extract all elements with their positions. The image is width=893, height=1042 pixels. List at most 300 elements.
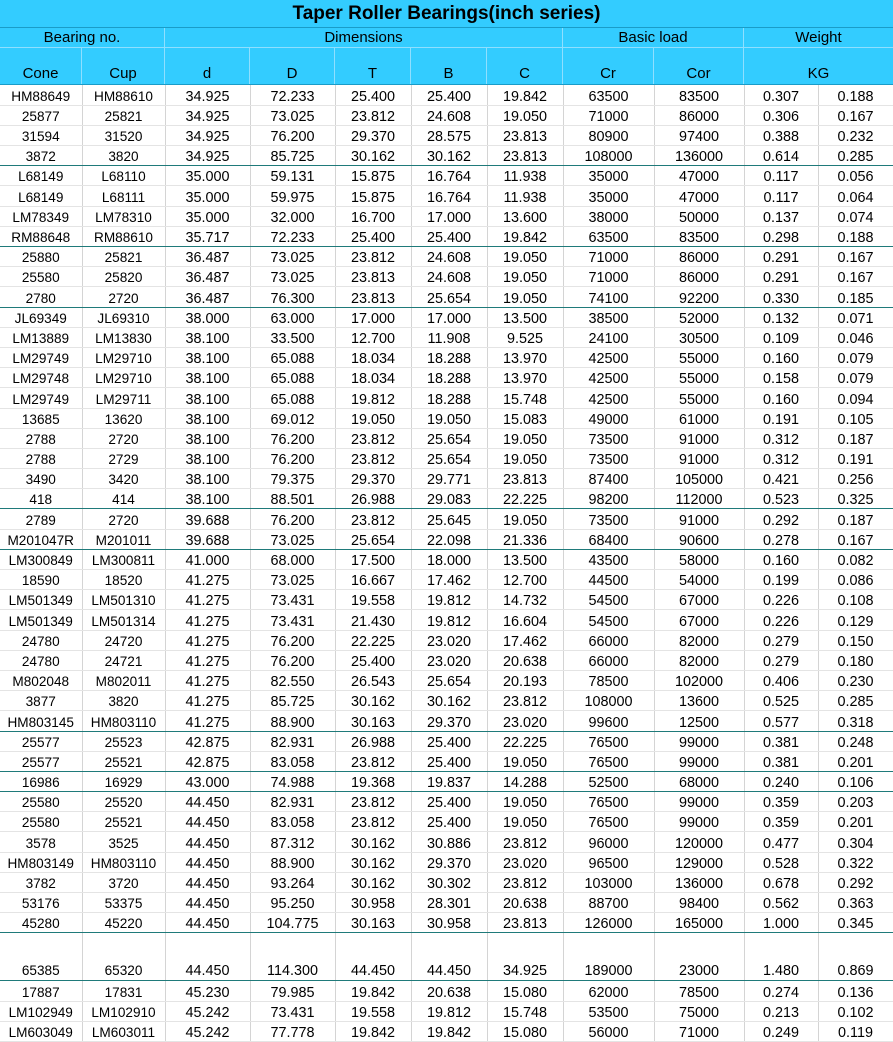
cell-kg-a: 0.421 [744, 469, 818, 489]
cell-B: 18.000 [411, 549, 487, 569]
cell-cup: 3720 [82, 872, 165, 892]
cell-C: 22.225 [487, 489, 563, 509]
cell-C: 23.020 [487, 711, 563, 731]
cell-kg-a: 0.160 [744, 549, 818, 569]
cell-Cr: 54500 [563, 610, 654, 630]
cell-B: 25.400 [411, 751, 487, 771]
cell-B: 18.288 [411, 347, 487, 367]
cell-kg-b: 0.304 [818, 832, 893, 852]
cell-kg-a: 0.577 [744, 711, 818, 731]
cell-Cr: 68400 [563, 529, 654, 549]
cell-Cor: 67000 [654, 610, 744, 630]
cell-d: 45.242 [165, 1001, 250, 1021]
cell-cup: 24720 [82, 630, 165, 650]
cell-kg-a: 0.381 [744, 731, 818, 751]
cell-B: 29.370 [411, 711, 487, 731]
cell-d: 34.925 [165, 85, 250, 105]
cell-cone: 2789 [0, 509, 82, 529]
table-row [0, 85, 893, 105]
cell-T: 30.162 [335, 852, 411, 872]
cell-D: 77.778 [250, 1021, 335, 1041]
table-row [0, 327, 893, 347]
cell-kg-a: 0.312 [744, 428, 818, 448]
table-row [0, 981, 893, 1001]
cell-B: 30.886 [411, 832, 487, 852]
cell-C: 34.925 [487, 933, 563, 981]
cell-D: 79.375 [250, 469, 335, 489]
cell-kg-a: 0.406 [744, 670, 818, 690]
cell-Cor: 78500 [654, 981, 744, 1001]
cell-B: 24.608 [411, 247, 487, 267]
cell-D: 93.264 [250, 872, 335, 892]
cell-B: 25.645 [411, 509, 487, 529]
cell-D: 73.431 [250, 590, 335, 610]
cell-cup: HM803110 [82, 711, 165, 731]
cell-d: 38.100 [165, 368, 250, 388]
cell-D: 65.088 [250, 388, 335, 408]
cell-cone: 25580 [0, 792, 82, 812]
cell-cup: 3820 [82, 146, 165, 166]
cell-cup: 2720 [82, 287, 165, 307]
cell-Cor: 136000 [654, 146, 744, 166]
cell-d: 38.100 [165, 388, 250, 408]
table-row [0, 186, 893, 206]
cell-kg-a: 0.279 [744, 630, 818, 650]
cell-d: 45.242 [165, 1021, 250, 1041]
cell-B: 30.302 [411, 872, 487, 892]
cell-d: 39.688 [165, 509, 250, 529]
header-T: T [335, 48, 411, 84]
cell-cup: LM29710 [82, 347, 165, 367]
cell-T: 23.812 [335, 751, 411, 771]
cell-Cr: 73500 [563, 509, 654, 529]
cell-B: 25.400 [411, 812, 487, 832]
cell-kg-a: 0.213 [744, 1001, 818, 1021]
cell-T: 15.875 [335, 166, 411, 186]
cell-B: 25.654 [411, 670, 487, 690]
table-row [0, 489, 893, 509]
cell-kg-b: 0.079 [818, 368, 893, 388]
cell-kg-a: 0.132 [744, 307, 818, 327]
table-row [0, 307, 893, 327]
cell-d: 45.230 [165, 981, 250, 1001]
cell-kg-b: 0.230 [818, 670, 893, 690]
cell-T: 17.500 [335, 549, 411, 569]
cell-kg-b: 0.188 [818, 85, 893, 105]
cell-Cor: 23000 [654, 933, 744, 981]
cell-B: 25.654 [411, 428, 487, 448]
table-row [0, 852, 893, 872]
cell-D: 88.900 [250, 852, 335, 872]
cell-C: 19.050 [487, 792, 563, 812]
table-row [0, 105, 893, 125]
table-row [0, 711, 893, 731]
cell-C: 22.225 [487, 731, 563, 751]
cell-C: 15.080 [487, 981, 563, 1001]
cell-Cr: 71000 [563, 105, 654, 125]
cell-d: 38.100 [165, 408, 250, 428]
header-C: C [487, 48, 563, 84]
cell-D: 79.985 [250, 981, 335, 1001]
cell-cup: 18520 [82, 570, 165, 590]
cell-Cor: 86000 [654, 247, 744, 267]
cell-kg-b: 0.191 [818, 448, 893, 468]
cell-kg-b: 0.074 [818, 206, 893, 226]
header-d: d [165, 48, 250, 84]
cell-kg-a: 0.388 [744, 125, 818, 145]
cell-Cor: 99000 [654, 792, 744, 812]
cell-d: 44.450 [165, 852, 250, 872]
cell-kg-b: 0.167 [818, 529, 893, 549]
cell-kg-b: 0.188 [818, 226, 893, 246]
cell-T: 30.958 [335, 893, 411, 913]
cell-Cor: 54000 [654, 570, 744, 590]
cell-kg-a: 0.158 [744, 368, 818, 388]
cell-cone: 25577 [0, 751, 82, 771]
cell-T: 23.812 [335, 509, 411, 529]
cell-T: 29.370 [335, 469, 411, 489]
cell-d: 44.450 [165, 893, 250, 913]
cell-B: 17.462 [411, 570, 487, 590]
cell-C: 23.812 [487, 832, 563, 852]
cell-D: 88.900 [250, 711, 335, 731]
cell-d: 38.000 [165, 307, 250, 327]
table-row [0, 206, 893, 226]
cell-Cor: 98400 [654, 893, 744, 913]
cell-B: 19.812 [411, 1001, 487, 1021]
cell-cup: L68110 [82, 166, 165, 186]
cell-d: 44.450 [165, 812, 250, 832]
cell-kg-b: 0.167 [818, 105, 893, 125]
cell-C: 13.500 [487, 549, 563, 569]
cell-cone: 45280 [0, 913, 82, 933]
cell-Cr: 63500 [563, 226, 654, 246]
cell-T: 12.700 [335, 327, 411, 347]
cell-T: 25.654 [335, 529, 411, 549]
cell-C: 23.812 [487, 691, 563, 711]
cell-T: 16.700 [335, 206, 411, 226]
cell-Cr: 53500 [563, 1001, 654, 1021]
cell-D: 74.988 [250, 771, 335, 791]
cell-D: 87.312 [250, 832, 335, 852]
cell-kg-a: 0.240 [744, 771, 818, 791]
cell-cone: 16986 [0, 771, 82, 791]
table-row [0, 549, 893, 569]
cell-d: 35.000 [165, 186, 250, 206]
cell-cup: 2729 [82, 448, 165, 468]
cell-kg-b: 0.105 [818, 408, 893, 428]
cell-cone: LM603049 [0, 1021, 82, 1041]
cell-kg-b: 0.285 [818, 146, 893, 166]
cell-cup: LM603011 [82, 1021, 165, 1041]
cell-T: 19.842 [335, 981, 411, 1001]
cell-kg-a: 0.226 [744, 610, 818, 630]
cell-kg-a: 0.160 [744, 388, 818, 408]
cell-Cor: 75000 [654, 1001, 744, 1021]
cell-kg-a: 0.226 [744, 590, 818, 610]
cell-T: 30.163 [335, 913, 411, 933]
cell-Cor: 12500 [654, 711, 744, 731]
cell-B: 30.162 [411, 691, 487, 711]
cell-Cr: 99600 [563, 711, 654, 731]
cell-D: 33.500 [250, 327, 335, 347]
cell-cone: LM501349 [0, 610, 82, 630]
cell-Cor: 82000 [654, 630, 744, 650]
cell-kg-b: 0.071 [818, 307, 893, 327]
cell-Cr: 38500 [563, 307, 654, 327]
cell-cone: 31594 [0, 125, 82, 145]
cell-Cor: 61000 [654, 408, 744, 428]
cell-C: 19.050 [487, 428, 563, 448]
cell-D: 95.250 [250, 893, 335, 913]
sheet-title: Taper Roller Bearings(inch series) [0, 0, 893, 28]
cell-kg-b: 0.082 [818, 549, 893, 569]
cell-Cor: 90600 [654, 529, 744, 549]
cell-B: 29.370 [411, 852, 487, 872]
cell-Cr: 42500 [563, 368, 654, 388]
cell-kg-a: 0.160 [744, 347, 818, 367]
cell-cup: LM102910 [82, 1001, 165, 1021]
cell-kg-b: 0.248 [818, 731, 893, 751]
cell-Cor: 50000 [654, 206, 744, 226]
cell-B: 25.400 [411, 85, 487, 105]
cell-D: 73.025 [250, 247, 335, 267]
cell-cone: 25580 [0, 812, 82, 832]
cell-kg-b: 0.325 [818, 489, 893, 509]
cell-Cr: 103000 [563, 872, 654, 892]
cell-cup: M802011 [82, 670, 165, 690]
cell-T: 30.162 [335, 691, 411, 711]
cell-B: 18.288 [411, 388, 487, 408]
cell-cup: 13620 [82, 408, 165, 428]
cell-T: 23.812 [335, 448, 411, 468]
cell-T: 25.400 [335, 85, 411, 105]
table-row [0, 570, 893, 590]
table-row [0, 448, 893, 468]
cell-B: 17.000 [411, 307, 487, 327]
cell-kg-b: 0.094 [818, 388, 893, 408]
cell-B: 16.764 [411, 166, 487, 186]
cell-D: 63.000 [250, 307, 335, 327]
cell-D: 68.000 [250, 549, 335, 569]
cell-d: 36.487 [165, 287, 250, 307]
cell-Cor: 55000 [654, 368, 744, 388]
cell-kg-b: 0.167 [818, 247, 893, 267]
cell-kg-a: 0.477 [744, 832, 818, 852]
cell-T: 23.812 [335, 247, 411, 267]
cell-cup: M201011 [82, 529, 165, 549]
cell-Cr: 54500 [563, 590, 654, 610]
cell-kg-b: 0.232 [818, 125, 893, 145]
cell-cone: 24780 [0, 650, 82, 670]
cell-kg-a: 1.480 [744, 933, 818, 981]
cell-C: 19.842 [487, 85, 563, 105]
cell-cup: L68111 [82, 186, 165, 206]
cell-C: 13.970 [487, 347, 563, 367]
cell-T: 18.034 [335, 368, 411, 388]
cell-B: 19.812 [411, 610, 487, 630]
cell-Cr: 35000 [563, 166, 654, 186]
cell-C: 19.050 [487, 812, 563, 832]
cell-T: 17.000 [335, 307, 411, 327]
cell-D: 104.775 [250, 913, 335, 933]
cell-kg-b: 0.180 [818, 650, 893, 670]
cell-d: 38.100 [165, 347, 250, 367]
cell-B: 23.020 [411, 650, 487, 670]
cell-d: 41.275 [165, 650, 250, 670]
cell-cup: LM501314 [82, 610, 165, 630]
cell-T: 19.558 [335, 1001, 411, 1021]
cell-C: 15.080 [487, 1021, 563, 1041]
cell-cup: 2720 [82, 428, 165, 448]
cell-kg-a: 0.137 [744, 206, 818, 226]
cell-kg-a: 0.614 [744, 146, 818, 166]
cell-C: 15.748 [487, 388, 563, 408]
cell-T: 23.812 [335, 428, 411, 448]
cell-C: 19.050 [487, 247, 563, 267]
cell-kg-b: 0.201 [818, 751, 893, 771]
cell-cup: 25520 [82, 792, 165, 812]
cell-B: 25.400 [411, 226, 487, 246]
table-row [0, 368, 893, 388]
cell-T: 22.225 [335, 630, 411, 650]
cell-D: 72.233 [250, 226, 335, 246]
cell-D: 114.300 [250, 933, 335, 981]
cell-cup: JL69310 [82, 307, 165, 327]
cell-T: 23.812 [335, 105, 411, 125]
cell-d: 42.875 [165, 731, 250, 751]
cell-D: 59.131 [250, 166, 335, 186]
cell-cone: LM501349 [0, 590, 82, 610]
cell-D: 76.300 [250, 287, 335, 307]
cell-Cr: 76500 [563, 751, 654, 771]
cell-Cr: 126000 [563, 913, 654, 933]
cell-B: 23.020 [411, 630, 487, 650]
cell-D: 72.233 [250, 85, 335, 105]
cell-kg-b: 0.187 [818, 509, 893, 529]
cell-T: 44.450 [335, 933, 411, 981]
cell-kg-b: 0.108 [818, 590, 893, 610]
cell-T: 26.988 [335, 731, 411, 751]
cell-kg-b: 0.064 [818, 186, 893, 206]
table-row [0, 650, 893, 670]
cell-D: 73.025 [250, 105, 335, 125]
cell-T: 25.400 [335, 650, 411, 670]
cell-D: 59.975 [250, 186, 335, 206]
cell-cone: LM13889 [0, 327, 82, 347]
cell-d: 42.875 [165, 751, 250, 771]
cell-kg-b: 0.079 [818, 347, 893, 367]
cell-d: 36.487 [165, 247, 250, 267]
cell-cup: 3525 [82, 832, 165, 852]
table-row [0, 630, 893, 650]
cell-Cr: 52500 [563, 771, 654, 791]
cell-kg-a: 0.292 [744, 509, 818, 529]
cell-T: 30.162 [335, 146, 411, 166]
cell-kg-a: 0.109 [744, 327, 818, 347]
cell-d: 38.100 [165, 448, 250, 468]
cell-cone: LM29749 [0, 347, 82, 367]
cell-Cor: 55000 [654, 347, 744, 367]
cell-kg-b: 0.185 [818, 287, 893, 307]
cell-D: 82.931 [250, 731, 335, 751]
cell-Cor: 92200 [654, 287, 744, 307]
cell-kg-a: 0.562 [744, 893, 818, 913]
cell-cone: HM88649 [0, 85, 82, 105]
cell-cup: 25521 [82, 751, 165, 771]
cell-cup: LM501310 [82, 590, 165, 610]
cell-B: 20.638 [411, 981, 487, 1001]
cell-Cr: 73500 [563, 428, 654, 448]
table-row [0, 146, 893, 166]
cell-Cor: 13600 [654, 691, 744, 711]
cell-B: 22.098 [411, 529, 487, 549]
cell-Cr: 62000 [563, 981, 654, 1001]
cell-D: 73.431 [250, 610, 335, 630]
cell-D: 65.088 [250, 347, 335, 367]
cell-D: 76.200 [250, 428, 335, 448]
cell-kg-a: 1.000 [744, 913, 818, 933]
cell-T: 16.667 [335, 570, 411, 590]
cell-C: 15.748 [487, 1001, 563, 1021]
header-group-bearing-no: Bearing no. [0, 28, 165, 48]
cell-C: 19.050 [487, 287, 563, 307]
cell-d: 41.275 [165, 590, 250, 610]
cell-C: 14.732 [487, 590, 563, 610]
cell-d: 41.275 [165, 630, 250, 650]
cell-D: 83.058 [250, 812, 335, 832]
cell-kg-a: 0.291 [744, 267, 818, 287]
cell-Cr: 66000 [563, 650, 654, 670]
table-row [0, 287, 893, 307]
table-row [0, 771, 893, 791]
cell-cup: 25521 [82, 812, 165, 832]
cell-Cor: 102000 [654, 670, 744, 690]
cell-cup: 3420 [82, 469, 165, 489]
cell-cone: 3872 [0, 146, 82, 166]
cell-kg-a: 0.525 [744, 691, 818, 711]
cell-B: 18.288 [411, 368, 487, 388]
cell-cone: 18590 [0, 570, 82, 590]
cell-kg-b: 0.869 [818, 933, 893, 981]
cell-kg-a: 0.274 [744, 981, 818, 1001]
table-row [0, 1001, 893, 1021]
cell-cone: M802048 [0, 670, 82, 690]
cell-cone: 24780 [0, 630, 82, 650]
cell-d: 35.717 [165, 226, 250, 246]
cell-C: 19.050 [487, 267, 563, 287]
cell-cone: HM803145 [0, 711, 82, 731]
cell-cup: 31520 [82, 125, 165, 145]
cell-cone: JL69349 [0, 307, 82, 327]
cell-Cr: 74100 [563, 287, 654, 307]
cell-C: 23.813 [487, 913, 563, 933]
cell-kg-b: 0.363 [818, 893, 893, 913]
cell-d: 41.275 [165, 711, 250, 731]
cell-B: 24.608 [411, 105, 487, 125]
header-group-basic-load: Basic load [563, 28, 744, 48]
cell-cone: 25877 [0, 105, 82, 125]
cell-cone: 53176 [0, 893, 82, 913]
cell-kg-a: 0.523 [744, 489, 818, 509]
cell-cup: 2720 [82, 509, 165, 529]
cell-C: 15.083 [487, 408, 563, 428]
cell-cone: LM102949 [0, 1001, 82, 1021]
cell-C: 21.336 [487, 529, 563, 549]
cell-B: 11.908 [411, 327, 487, 347]
cell-d: 38.100 [165, 469, 250, 489]
cell-C: 19.050 [487, 105, 563, 125]
